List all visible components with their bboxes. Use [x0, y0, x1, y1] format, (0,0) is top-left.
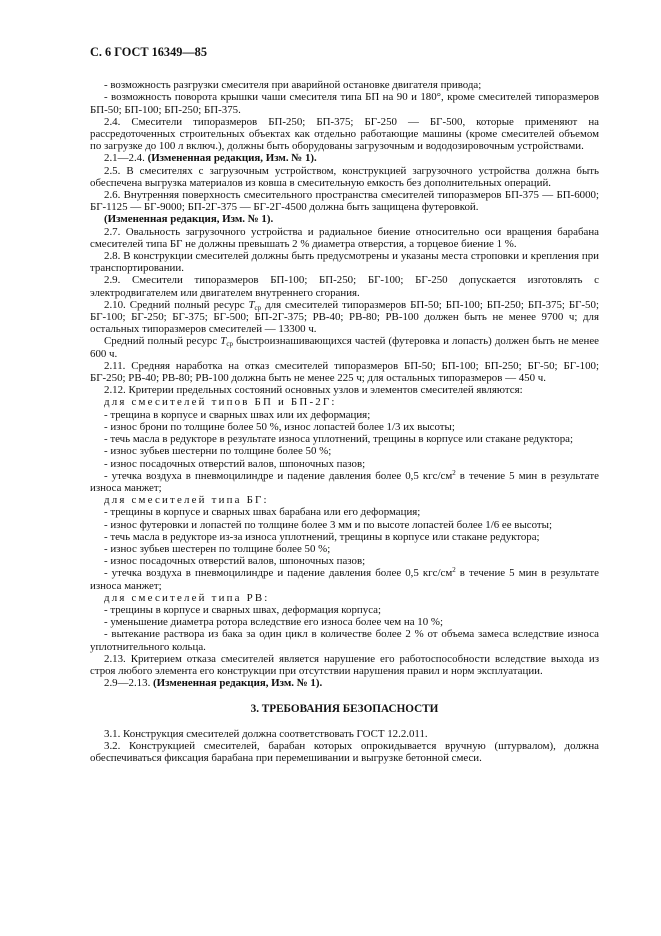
- paragraph: 2.7. Овальность загрузочного устройства и радиальное биение относительно оси вращения барабана смесителей типа БГ не должны превышать 2 % диаметра отверстия, а торцевое биение 1 %.: [90, 225, 599, 250]
- list-item: - трещина в корпусе и сварных швах или их деформация;: [104, 408, 371, 421]
- page-header: С. 6 ГОСТ 16349—85: [90, 45, 207, 59]
- text: быстроизнашивающихся частей (футеровка и лопасть) должен быть не менее 600 ч.: [90, 335, 600, 360]
- paragraph: 2.11. Средняя наработка на отказ смесителей типоразмеров БП-50; БП-100; БП-250; БГ-50; БГ-100; БГ-250; РВ-40; РВ-80; РВ-100 должна быть не менее 225 ч; для остальных типоразмеров — 450 ч.: [90, 359, 599, 385]
- paragraph: 2.6. Внутренняя поверхность смесительного пространства смесителей типоразмеров БП-375 — БП-6000; БГ-1125 — БГ-9000; БП-2Г-375 — БГ-2Г-4500 должна быть защищена футеровкой.: [90, 189, 599, 214]
- paragraph: 2.5. В смесителях с загрузочным устройством, конструкцией загрузочного устройства должна быть обеспечена выгрузка материалов из ковша в смесительную емкость без дополнительных операций.: [90, 164, 599, 189]
- subsection-title: для смесителей типов БП и БП-2Г:: [104, 396, 337, 409]
- paragraph: 2.12. Критерии предельных состояний основных узлов и элементов смесителей являются:: [104, 384, 523, 397]
- list-item: - течь масла в редукторе в результате износа уплотнений, трещины в корпусе или стакане редуктора;: [104, 433, 574, 446]
- paragraph: 2.8. В конструкции смесителей должны быть предусмотрены и указаны места строповки и крепления при транспортировании.: [90, 250, 599, 275]
- clause-range: 2.1—2.4.: [104, 152, 145, 165]
- text: Средний полный ресурс: [104, 335, 218, 348]
- paragraph: 2.13. Критерием отказа смесителей является нарушение его работоспособности вследствие выхода из строя любого элемента его конструкции при отсутствии нарушения правил и норм эксплуатации.: [90, 652, 599, 677]
- paragraph: 2.9. Смесители типоразмеров БП-100; БП-250; БГ-100; БГ-250 допускается изготовлять с электродвигателем или двигателем внутреннего сгорания.: [90, 274, 599, 299]
- list-item: - износ зубьев шестерни по толщине более 50 %;: [104, 445, 332, 458]
- revision-note: [90, 152, 599, 164]
- list-item: [90, 567, 599, 591]
- superscript: 2: [452, 566, 456, 575]
- revision-label: (Измененная редакция, Изм. № 1).: [147, 152, 317, 165]
- text: 2.10. Средний полный ресурс: [104, 298, 245, 311]
- variable: T: [248, 298, 255, 311]
- text: - утечка воздуха в пневмоцилиндре и падение давления более 0,5 кгс/см: [104, 567, 453, 580]
- paragraph: 3.1. Конструкция смесителей должна соответствовать ГОСТ 12.2.011.: [104, 727, 428, 740]
- list-item: - износ посадочных отверстий валов, шпоночных пазов;: [104, 457, 366, 470]
- superscript: 2: [452, 468, 456, 477]
- subscript: ср: [254, 303, 262, 312]
- list-item: - трещины в корпусе и сварных швах барабана или его деформация;: [104, 506, 421, 519]
- revision-note: [90, 677, 599, 689]
- paragraph: 3.2. Конструкцией смесителей, барабан которых опрокидывается вручную (штурвалом), должна обеспечиваться фиксация барабана при перемешивании и выгрузке бетонной смеси.: [90, 739, 599, 764]
- paragraph: [90, 299, 599, 336]
- list-item: - вытекание раствора из бака за один цикл в количестве более 2 % от объема замеса вследствие износа уплотнительного кольца.: [90, 628, 599, 653]
- revision-label: (Измененная редакция, Изм. № 1).: [153, 677, 323, 690]
- list-item: - уменьшение диаметра ротора вследствие его износа более чем на 10 %;: [104, 616, 444, 629]
- list-item: - течь масла в редукторе из-за износа уплотнений, трещины в корпусе или стакане редуктора;: [104, 530, 540, 543]
- revision-label: (Измененная редакция, Изм. № 1).: [104, 213, 274, 226]
- list-item: - износ брони по толщине более 50 %, износ лопастей более 1/3 их высоты;: [104, 420, 455, 433]
- section-title: 3. ТРЕБОВАНИЯ БЕЗОПАСНОСТИ: [250, 703, 439, 716]
- clause-range: 2.9—2.13.: [104, 677, 151, 690]
- list-item: - износ футеровки и лопастей по толщине более 3 мм и по высоте лопастей более 1/6 ее высоты;: [104, 518, 553, 531]
- list-item: [90, 470, 599, 494]
- text: в течение 5 мин в результате износа манжет;: [90, 567, 599, 592]
- text: в течение 5 мин в результате износа манжет;: [90, 469, 599, 494]
- paragraph: 2.4. Смесители типоразмеров БП-250; БП-375; БГ-250 — БГ-500, которые применяют на рассредоточенных строительных объектах как отдельно работающие машины (кроме смесителей объемом по загрузке до 100 л включ.), должны быть оборудованы загрузочным и вододозировочным устройствами.: [90, 115, 599, 153]
- list-item: - износ зубьев шестерен по толщине более 50 %;: [104, 542, 331, 555]
- variable: T: [220, 335, 227, 348]
- paragraph: - возможность разгрузки смесителя при аварийной остановке двигателя привода;: [104, 79, 482, 92]
- subsection-title: для смесителей типа БГ:: [104, 494, 269, 507]
- list-item: - трещины в корпусе и сварных швах, деформация корпуса;: [104, 603, 382, 616]
- text: для смесителей типоразмеров БП-50; БП-100; БП-250; БП-375; БГ-50; БГ-100; БГ-250; БГ-375; БГ-500; БП-2Г-375; РВ-40; РВ-80; РВ-100 должен быть не менее 9700 ч; для остальных типоразмеров смесителей — 13300 ч.: [90, 298, 599, 336]
- list-item: - износ посадочных отверстий валов, шпоночных пазов;: [104, 555, 366, 568]
- paragraph: [90, 335, 599, 359]
- subscript: ср: [226, 340, 233, 349]
- text: - утечка воздуха в пневмоцилиндре и падение давления более 0,5 кгс/см: [104, 469, 453, 482]
- subsection-title: для смесителей типа РВ:: [104, 591, 270, 604]
- paragraph: - возможность поворота крышки чаши смесителя типа БП на 90 и 180°, кроме смесителей типоразмеров БП-50; БП-100; БП-250; БП-375.: [90, 91, 599, 116]
